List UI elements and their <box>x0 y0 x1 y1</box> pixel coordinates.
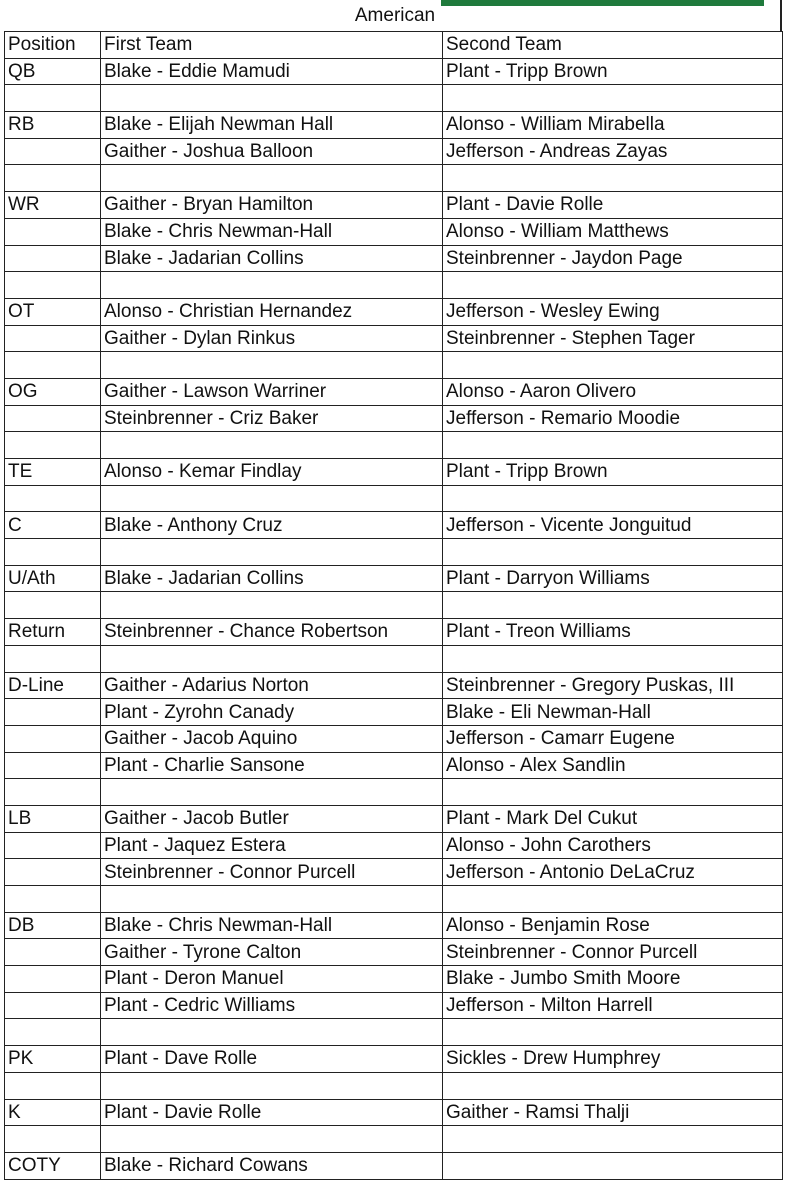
title-row <box>0 0 790 31</box>
position-cell[interactable] <box>5 1072 101 1099</box>
table-row <box>5 966 783 993</box>
second-team-cell[interactable]: Plant - Treon Williams <box>443 619 783 646</box>
position-cell[interactable]: WR <box>5 192 101 219</box>
second-team-cell[interactable]: Jefferson - Wesley Ewing <box>443 298 783 325</box>
first-team-cell[interactable] <box>101 539 443 566</box>
first-team-cell[interactable]: Steinbrenner - Connor Purcell <box>101 859 443 886</box>
second-team-cell[interactable]: Alonso - William Matthews <box>443 218 783 245</box>
position-cell[interactable] <box>5 592 101 619</box>
second-team-cell[interactable]: Plant - Mark Del Cukut <box>443 805 783 832</box>
first-team-cell[interactable]: Plant - Cedric Williams <box>101 992 443 1019</box>
first-team-cell[interactable] <box>101 1019 443 1046</box>
first-team-cell[interactable]: Plant - Dave Rolle <box>101 1046 443 1073</box>
first-team-cell[interactable] <box>101 592 443 619</box>
table-row <box>5 565 783 592</box>
first-team-cell[interactable] <box>101 886 443 913</box>
position-cell[interactable] <box>5 85 101 112</box>
first-team-cell[interactable]: Blake - Jadarian Collins <box>101 245 443 272</box>
second-team-cell[interactable]: Gaither - Ramsi Thalji <box>443 1099 783 1126</box>
table-row <box>5 459 783 486</box>
position-cell[interactable] <box>5 325 101 352</box>
second-team-cell[interactable]: Steinbrenner - Connor Purcell <box>443 939 783 966</box>
second-team-cell[interactable] <box>443 539 783 566</box>
position-cell[interactable] <box>5 779 101 806</box>
table-row <box>5 1126 783 1153</box>
first-team-cell[interactable] <box>101 432 443 459</box>
second-team-cell[interactable] <box>443 485 783 512</box>
position-cell[interactable]: COTY <box>5 1152 101 1179</box>
table-row <box>5 672 783 699</box>
position-cell[interactable] <box>5 886 101 913</box>
first-team-cell[interactable] <box>101 85 443 112</box>
second-team-cell[interactable]: Alonso - Aaron Olivero <box>443 378 783 405</box>
position-cell[interactable]: TE <box>5 459 101 486</box>
second-team-cell[interactable]: Sickles - Drew Humphrey <box>443 1046 783 1073</box>
second-team-cell[interactable]: Plant - Tripp Brown <box>443 459 783 486</box>
table-row <box>5 165 783 192</box>
table-row <box>5 138 783 165</box>
second-team-cell[interactable] <box>443 1126 783 1153</box>
first-team-cell[interactable]: Blake - Chris Newman-Hall <box>101 218 443 245</box>
second-team-cell[interactable]: Blake - Jumbo Smith Moore <box>443 966 783 993</box>
first-team-cell[interactable]: Alonso - Kemar Findlay <box>101 459 443 486</box>
first-team-cell[interactable]: Gaither - Joshua Balloon <box>101 138 443 165</box>
first-team-cell[interactable]: Plant - Zyrohn Canady <box>101 699 443 726</box>
header-first-team[interactable]: First Team <box>101 32 443 59</box>
position-cell[interactable] <box>5 1126 101 1153</box>
first-team-cell[interactable] <box>101 645 443 672</box>
second-team-cell[interactable]: Plant - Tripp Brown <box>443 58 783 85</box>
table-row <box>5 298 783 325</box>
table-row <box>5 805 783 832</box>
sheet-title: American <box>354 5 436 26</box>
second-team-cell[interactable] <box>443 272 783 299</box>
table-row <box>5 859 783 886</box>
first-team-cell[interactable]: Blake - Anthony Cruz <box>101 512 443 539</box>
second-team-cell[interactable]: Jefferson - Camarr Eugene <box>443 725 783 752</box>
position-cell[interactable] <box>5 939 101 966</box>
position-cell[interactable]: DB <box>5 912 101 939</box>
second-team-cell[interactable]: Alonso - Alex Sandlin <box>443 752 783 779</box>
first-team-cell[interactable]: Blake - Elijah Newman Hall <box>101 112 443 139</box>
table-row <box>5 779 783 806</box>
position-cell[interactable] <box>5 352 101 379</box>
first-team-cell[interactable]: Gaither - Adarius Norton <box>101 672 443 699</box>
first-team-cell[interactable]: Steinbrenner - Criz Baker <box>101 405 443 432</box>
position-cell[interactable] <box>5 405 101 432</box>
position-cell[interactable]: K <box>5 1099 101 1126</box>
table-row <box>5 512 783 539</box>
second-team-cell[interactable]: Jefferson - Antonio DeLaCruz <box>443 859 783 886</box>
position-cell[interactable] <box>5 832 101 859</box>
position-cell[interactable] <box>5 245 101 272</box>
position-cell[interactable]: C <box>5 512 101 539</box>
position-cell[interactable]: D-Line <box>5 672 101 699</box>
table-row <box>5 218 783 245</box>
first-team-cell[interactable]: Blake - Eddie Mamudi <box>101 58 443 85</box>
table-row <box>5 432 783 459</box>
position-cell[interactable]: LB <box>5 805 101 832</box>
first-team-cell[interactable] <box>101 779 443 806</box>
position-cell[interactable]: U/Ath <box>5 565 101 592</box>
position-cell[interactable]: OG <box>5 378 101 405</box>
table-row <box>5 378 783 405</box>
position-cell[interactable]: QB <box>5 58 101 85</box>
position-cell[interactable] <box>5 138 101 165</box>
position-cell[interactable] <box>5 218 101 245</box>
second-team-cell[interactable]: Alonso - Benjamin Rose <box>443 912 783 939</box>
table-row <box>5 405 783 432</box>
table-row <box>5 1046 783 1073</box>
table-row <box>5 352 783 379</box>
first-team-cell[interactable] <box>101 165 443 192</box>
table-row <box>5 1072 783 1099</box>
table-row <box>5 939 783 966</box>
position-cell[interactable]: RB <box>5 112 101 139</box>
table-row <box>5 912 783 939</box>
table-row <box>5 832 783 859</box>
first-team-cell[interactable]: Gaither - Jacob Aquino <box>101 725 443 752</box>
first-team-cell[interactable]: Plant - Davie Rolle <box>101 1099 443 1126</box>
position-cell[interactable] <box>5 165 101 192</box>
table-row <box>5 752 783 779</box>
table-row <box>5 725 783 752</box>
first-team-cell[interactable] <box>101 485 443 512</box>
position-cell[interactable] <box>5 966 101 993</box>
position-cell[interactable] <box>5 725 101 752</box>
position-cell[interactable] <box>5 1019 101 1046</box>
second-team-cell[interactable]: Steinbrenner - Gregory Puskas, III <box>443 672 783 699</box>
header-second-team[interactable]: Second Team <box>443 32 783 59</box>
table-row <box>5 272 783 299</box>
title-border <box>780 0 782 31</box>
table-row <box>5 699 783 726</box>
first-team-cell[interactable]: Gaither - Tyrone Calton <box>101 939 443 966</box>
table-row <box>5 886 783 913</box>
position-cell[interactable] <box>5 432 101 459</box>
first-team-cell[interactable]: Plant - Charlie Sansone <box>101 752 443 779</box>
second-team-cell[interactable]: Jefferson - Milton Harrell <box>443 992 783 1019</box>
table-row <box>5 539 783 566</box>
position-cell[interactable]: PK <box>5 1046 101 1073</box>
all-american-table <box>4 31 783 1180</box>
table-row <box>5 619 783 646</box>
second-team-cell[interactable] <box>443 779 783 806</box>
position-cell[interactable] <box>5 272 101 299</box>
second-team-cell[interactable] <box>443 85 783 112</box>
second-team-cell[interactable]: Steinbrenner - Jaydon Page <box>443 245 783 272</box>
position-cell[interactable] <box>5 645 101 672</box>
header-position[interactable]: Position <box>5 32 101 59</box>
second-team-cell[interactable] <box>443 645 783 672</box>
table-row <box>5 245 783 272</box>
first-team-cell[interactable]: Gaither - Bryan Hamilton <box>101 192 443 219</box>
second-team-cell[interactable] <box>443 1019 783 1046</box>
position-cell[interactable]: Return <box>5 619 101 646</box>
table-row <box>5 592 783 619</box>
first-team-cell[interactable]: Blake - Chris Newman-Hall <box>101 912 443 939</box>
first-team-cell[interactable]: Blake - Jadarian Collins <box>101 565 443 592</box>
table-row <box>5 992 783 1019</box>
second-team-cell[interactable] <box>443 592 783 619</box>
table-row <box>5 1152 783 1179</box>
second-team-cell[interactable]: Alonso - John Carothers <box>443 832 783 859</box>
second-team-cell[interactable]: Blake - Eli Newman-Hall <box>443 699 783 726</box>
table-row <box>5 1019 783 1046</box>
first-team-cell[interactable]: Plant - Jaquez Estera <box>101 832 443 859</box>
first-team-cell[interactable]: Gaither - Lawson Warriner <box>101 378 443 405</box>
position-cell[interactable]: OT <box>5 298 101 325</box>
second-team-cell[interactable]: Alonso - William Mirabella <box>443 112 783 139</box>
first-team-cell[interactable]: Blake - Richard Cowans <box>101 1152 443 1179</box>
position-cell[interactable] <box>5 539 101 566</box>
first-team-cell[interactable] <box>101 1072 443 1099</box>
second-team-cell[interactable]: Plant - Darryon Williams <box>443 565 783 592</box>
table-row <box>5 112 783 139</box>
first-team-cell[interactable] <box>101 272 443 299</box>
position-cell[interactable] <box>5 859 101 886</box>
second-team-cell[interactable]: Jefferson - Vicente Jonguitud <box>443 512 783 539</box>
first-team-cell[interactable]: Alonso - Christian Hernandez <box>101 298 443 325</box>
table-row <box>5 645 783 672</box>
second-team-cell[interactable]: Jefferson - Remario Moodie <box>443 405 783 432</box>
table-row <box>5 192 783 219</box>
first-team-cell[interactable]: Gaither - Dylan Rinkus <box>101 325 443 352</box>
first-team-cell[interactable]: Gaither - Jacob Butler <box>101 805 443 832</box>
table-row <box>5 485 783 512</box>
header-row <box>5 32 783 59</box>
table-row <box>5 85 783 112</box>
first-team-cell[interactable]: Steinbrenner - Chance Robertson <box>101 619 443 646</box>
second-team-cell[interactable]: Plant - Davie Rolle <box>443 192 783 219</box>
second-team-cell[interactable]: Steinbrenner - Stephen Tager <box>443 325 783 352</box>
second-team-cell[interactable] <box>443 1072 783 1099</box>
second-team-cell[interactable]: Jefferson - Andreas Zayas <box>443 138 783 165</box>
table-row <box>5 1099 783 1126</box>
table-row <box>5 58 783 85</box>
second-team-cell[interactable] <box>443 1152 783 1179</box>
first-team-cell[interactable] <box>101 1126 443 1153</box>
position-cell[interactable] <box>5 699 101 726</box>
position-cell[interactable] <box>5 992 101 1019</box>
position-cell[interactable] <box>5 752 101 779</box>
second-team-cell[interactable] <box>443 886 783 913</box>
table-row <box>5 325 783 352</box>
first-team-cell[interactable] <box>101 352 443 379</box>
position-cell[interactable] <box>5 485 101 512</box>
second-team-cell[interactable] <box>443 432 783 459</box>
second-team-cell[interactable] <box>443 352 783 379</box>
second-team-cell[interactable] <box>443 165 783 192</box>
first-team-cell[interactable]: Plant - Deron Manuel <box>101 966 443 993</box>
